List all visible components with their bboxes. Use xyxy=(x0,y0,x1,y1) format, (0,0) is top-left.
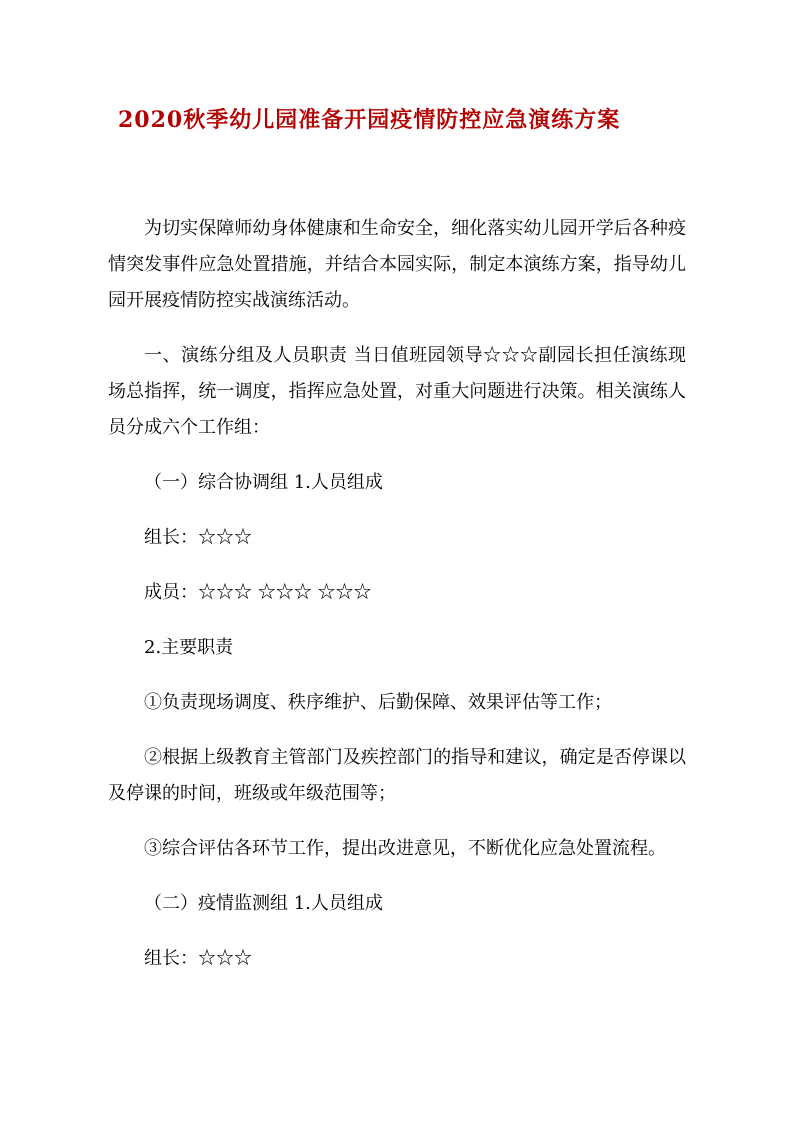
section-1-paragraph: 一、演练分组及人员职责 当日值班园领导☆☆☆副园长担任演练现场总指挥，统一调度，指挥应急处置，对重大问题进行决策。相关演练人员分成六个工作组： xyxy=(108,345,686,438)
group-1-members: 成员：☆☆☆ ☆☆☆ ☆☆☆ xyxy=(144,582,372,603)
duty-item-1: ①负责现场调度、秩序维护、后勤保障、效果评估等工作； xyxy=(144,692,612,713)
intro-paragraph: 为切实保障师幼身体健康和生命安全，细化落实幼儿园开学后各种疫情突发事件应急处置措施，并结合本园实际，制定本演练方案，指导幼儿园开展疫情防控实战演练活动。 xyxy=(108,218,686,311)
group-1-leader: 组长：☆☆☆ xyxy=(144,527,252,548)
duty-item-2: ②根据上级教育主管部门及疾控部门的指导和建议，确定是否停课以及停课的时间，班级或年级范围等； xyxy=(108,747,686,804)
duties-heading: 2.主要职责 xyxy=(144,637,234,658)
duty-item-3: ③综合评估各环节工作，提出改进意见，不断优化应急处置流程。 xyxy=(144,838,666,859)
group-2-leader: 组长：☆☆☆ xyxy=(144,948,252,969)
document-body xyxy=(108,211,686,977)
group-2-heading: （二）疫情监测组 1.人员组成 xyxy=(144,893,383,914)
group-1-heading: （一）综合协调组 1.人员组成 xyxy=(144,472,383,493)
document-title: 2020秋季幼儿园准备开园疫情防控应急演练方案 xyxy=(118,107,621,133)
